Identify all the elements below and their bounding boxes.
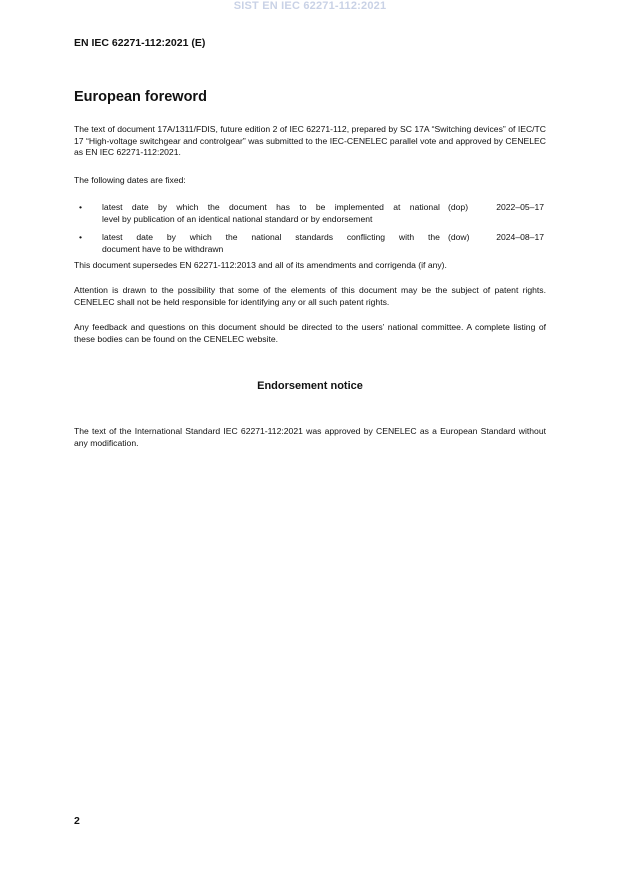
document-header: EN IEC 62271-112:2021 (E) — [74, 37, 206, 49]
date-code: (dow) — [448, 232, 470, 242]
foreword-intro: The text of document 17A/1311/FDIS, future edition 2 of IEC 62271-112, prepared by SC 17A “Switching devices” of IEC/TC 17 “High-voltage switchgear and controlgear” was submitted to the IEC-CENELEC parallel vote and approved by CENELEC as EN IEC 62271-112:2021. — [74, 124, 546, 157]
endorsement-title: Endorsement notice — [257, 380, 363, 392]
date-value: 2022–05–17 — [496, 202, 544, 212]
watermark: SIST EN IEC 62271-112:2021 — [233, 0, 387, 12]
foreword-title: European foreword — [74, 89, 207, 105]
date-item-line1: latest date by which the document has to be implemented at national — [102, 202, 440, 212]
date-item-line2: document have to be withdrawn — [102, 243, 224, 254]
date-code: (dop) — [448, 202, 469, 212]
date-item-description — [102, 202, 440, 225]
endorsement-text: The text of the International Standard IEC 62271-112:2021 was approved by CENELEC as a European Standard without any modification. — [74, 426, 546, 448]
dates-intro: The following dates are fixed: — [74, 175, 186, 185]
date-item-line2: level by publication of an identical national standard or by endorsement — [102, 213, 373, 224]
attention-paragraph: Attention is drawn to the possibility that some of the elements of this document may be the subject of patent rights. CENELEC shall not be held responsible for identifying any or all such patent rights. — [74, 285, 546, 307]
bullet-icon: • — [79, 202, 83, 212]
date-value: 2024–08–17 — [496, 232, 544, 242]
date-item-description — [102, 232, 440, 255]
date-item-line1: latest date by which the national standards conflicting with the — [102, 232, 440, 242]
page-number: 2 — [74, 815, 80, 827]
feedback-paragraph: Any feedback and questions on this document should be directed to the users’ national committee. A complete listing of these bodies can be found on the CENELEC website. — [74, 322, 546, 344]
bullet-icon: • — [79, 232, 83, 242]
supersedes-paragraph: This document supersedes EN 62271-112:2013 and all of its amendments and corrigenda (if any). — [74, 260, 447, 270]
